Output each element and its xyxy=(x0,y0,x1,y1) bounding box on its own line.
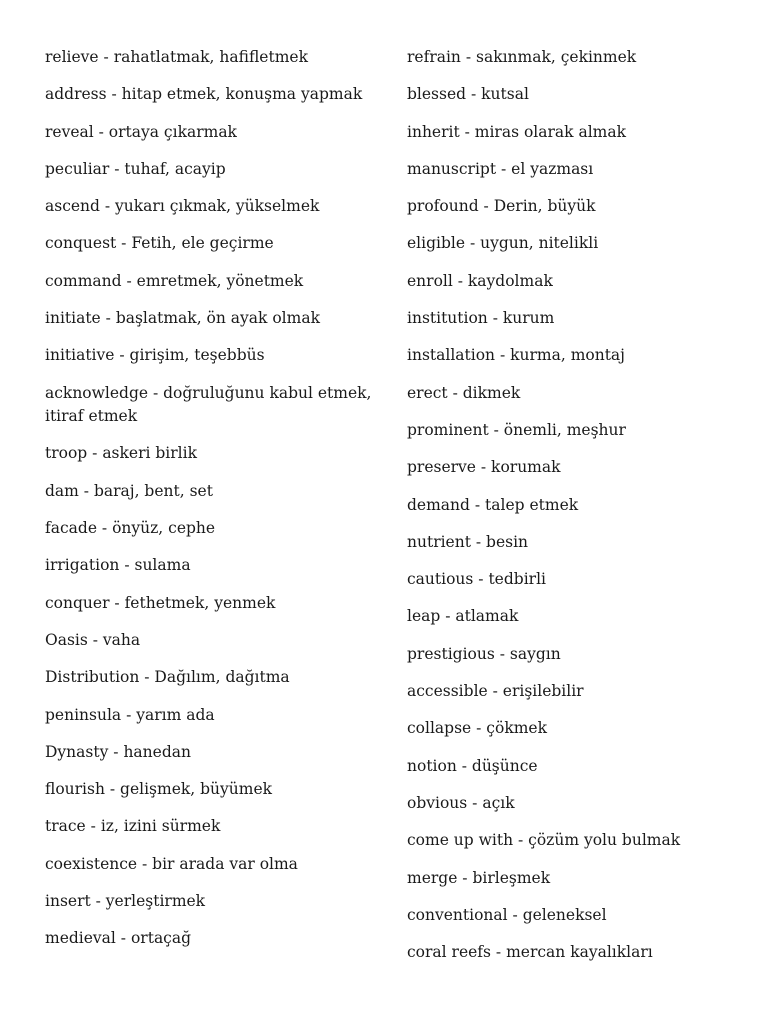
right-column xyxy=(407,46,737,978)
vocab-entry: conquer - fethetmek, yenmek xyxy=(45,593,276,612)
vocab-entry: medieval - ortaçağ xyxy=(45,929,192,948)
vocab-entry: irrigation - sulama xyxy=(45,556,191,575)
vocab-entry: ascend - yukarı çıkmak, yükselmek xyxy=(45,197,320,216)
vocab-entry: conventional - geleneksel xyxy=(407,905,607,924)
vocab-entry: prestigious - saygın xyxy=(407,644,561,663)
vocab-entry: merge - birleşmek xyxy=(407,868,551,887)
vocab-entry: insert - yerleştirmek xyxy=(45,892,206,911)
left-column xyxy=(45,46,375,965)
vocab-entry: dam - baraj, bent, set xyxy=(45,481,213,500)
vocab-entry: troop - askeri birlik xyxy=(45,444,197,463)
vocab-entry: come up with - çözüm yolu bulmak xyxy=(407,831,681,850)
vocab-entry: accessible - erişilebilir xyxy=(407,682,584,701)
vocab-entry: flourish - gelişmek, büyümek xyxy=(45,780,273,799)
vocab-entry: inherit - miras olarak almak xyxy=(407,122,626,141)
vocab-entry: relieve - rahatlatmak, hafifletmek xyxy=(45,48,308,66)
vocab-entry: demand - talep etmek xyxy=(407,495,579,514)
vocab-entry: acknowledge - doğruluğunu kabul etmek, itiraf etmek xyxy=(45,383,372,426)
vocab-entry: blessed - kutsal xyxy=(407,85,529,104)
vocab-entry: peninsula - yarım ada xyxy=(45,705,215,724)
vocab-entry: prominent - önemli, meşhur xyxy=(407,420,626,439)
vocab-entry: nutrient - besin xyxy=(407,532,529,551)
vocab-entry: collapse - çökmek xyxy=(407,719,547,738)
vocab-entry: Oasis - vaha xyxy=(45,630,141,649)
vocab-entry: trace - iz, izini sürmek xyxy=(45,817,221,836)
vocab-entry: refrain - sakınmak, çekinmek xyxy=(407,48,637,66)
vocab-entry: cautious - tedbirli xyxy=(407,570,546,589)
vocab-entry: facade - önyüz, cephe xyxy=(45,519,216,538)
vocab-entry: reveal - ortaya çıkarmak xyxy=(45,122,237,141)
vocab-entry: initiative - girişim, teşebbüs xyxy=(45,346,265,365)
vocab-entry: enroll - kaydolmak xyxy=(407,271,553,290)
vocab-entry: manuscript - el yazması xyxy=(407,159,594,178)
vocab-entry: installation - kurma, montaj xyxy=(407,346,625,365)
vocab-entry: eligible - uygun, nitelikli xyxy=(407,234,599,253)
vocab-entry: profound - Derin, büyük xyxy=(407,197,596,216)
vocab-entry: address - hitap etmek, konuşma yapmak xyxy=(45,85,363,104)
vocab-entry: conquest - Fetih, ele geçirme xyxy=(45,234,274,253)
vocab-entry: obvious - açık xyxy=(407,793,515,812)
vocab-entry: leap - atlamak xyxy=(407,607,519,626)
vocab-entry: preserve - korumak xyxy=(407,458,561,477)
vocab-entry: erect - dikmek xyxy=(407,383,521,402)
vocab-entry: institution - kurum xyxy=(407,309,555,328)
vocab-entry: Distribution - Dağılım, dağıtma xyxy=(45,668,290,687)
vocab-entry: Dynasty - hanedan xyxy=(45,742,191,761)
vocab-entry: coral reefs - mercan kayalıkları xyxy=(407,943,653,962)
vocab-entry: notion - düşünce xyxy=(407,756,538,775)
vocab-entry: command - emretmek, yönetmek xyxy=(45,271,304,290)
vocab-entry: peculiar - tuhaf, acayip xyxy=(45,159,226,178)
vocab-entry: coexistence - bir arada var olma xyxy=(45,854,298,873)
vocab-entry: initiate - başlatmak, ön ayak olmak xyxy=(45,309,320,328)
